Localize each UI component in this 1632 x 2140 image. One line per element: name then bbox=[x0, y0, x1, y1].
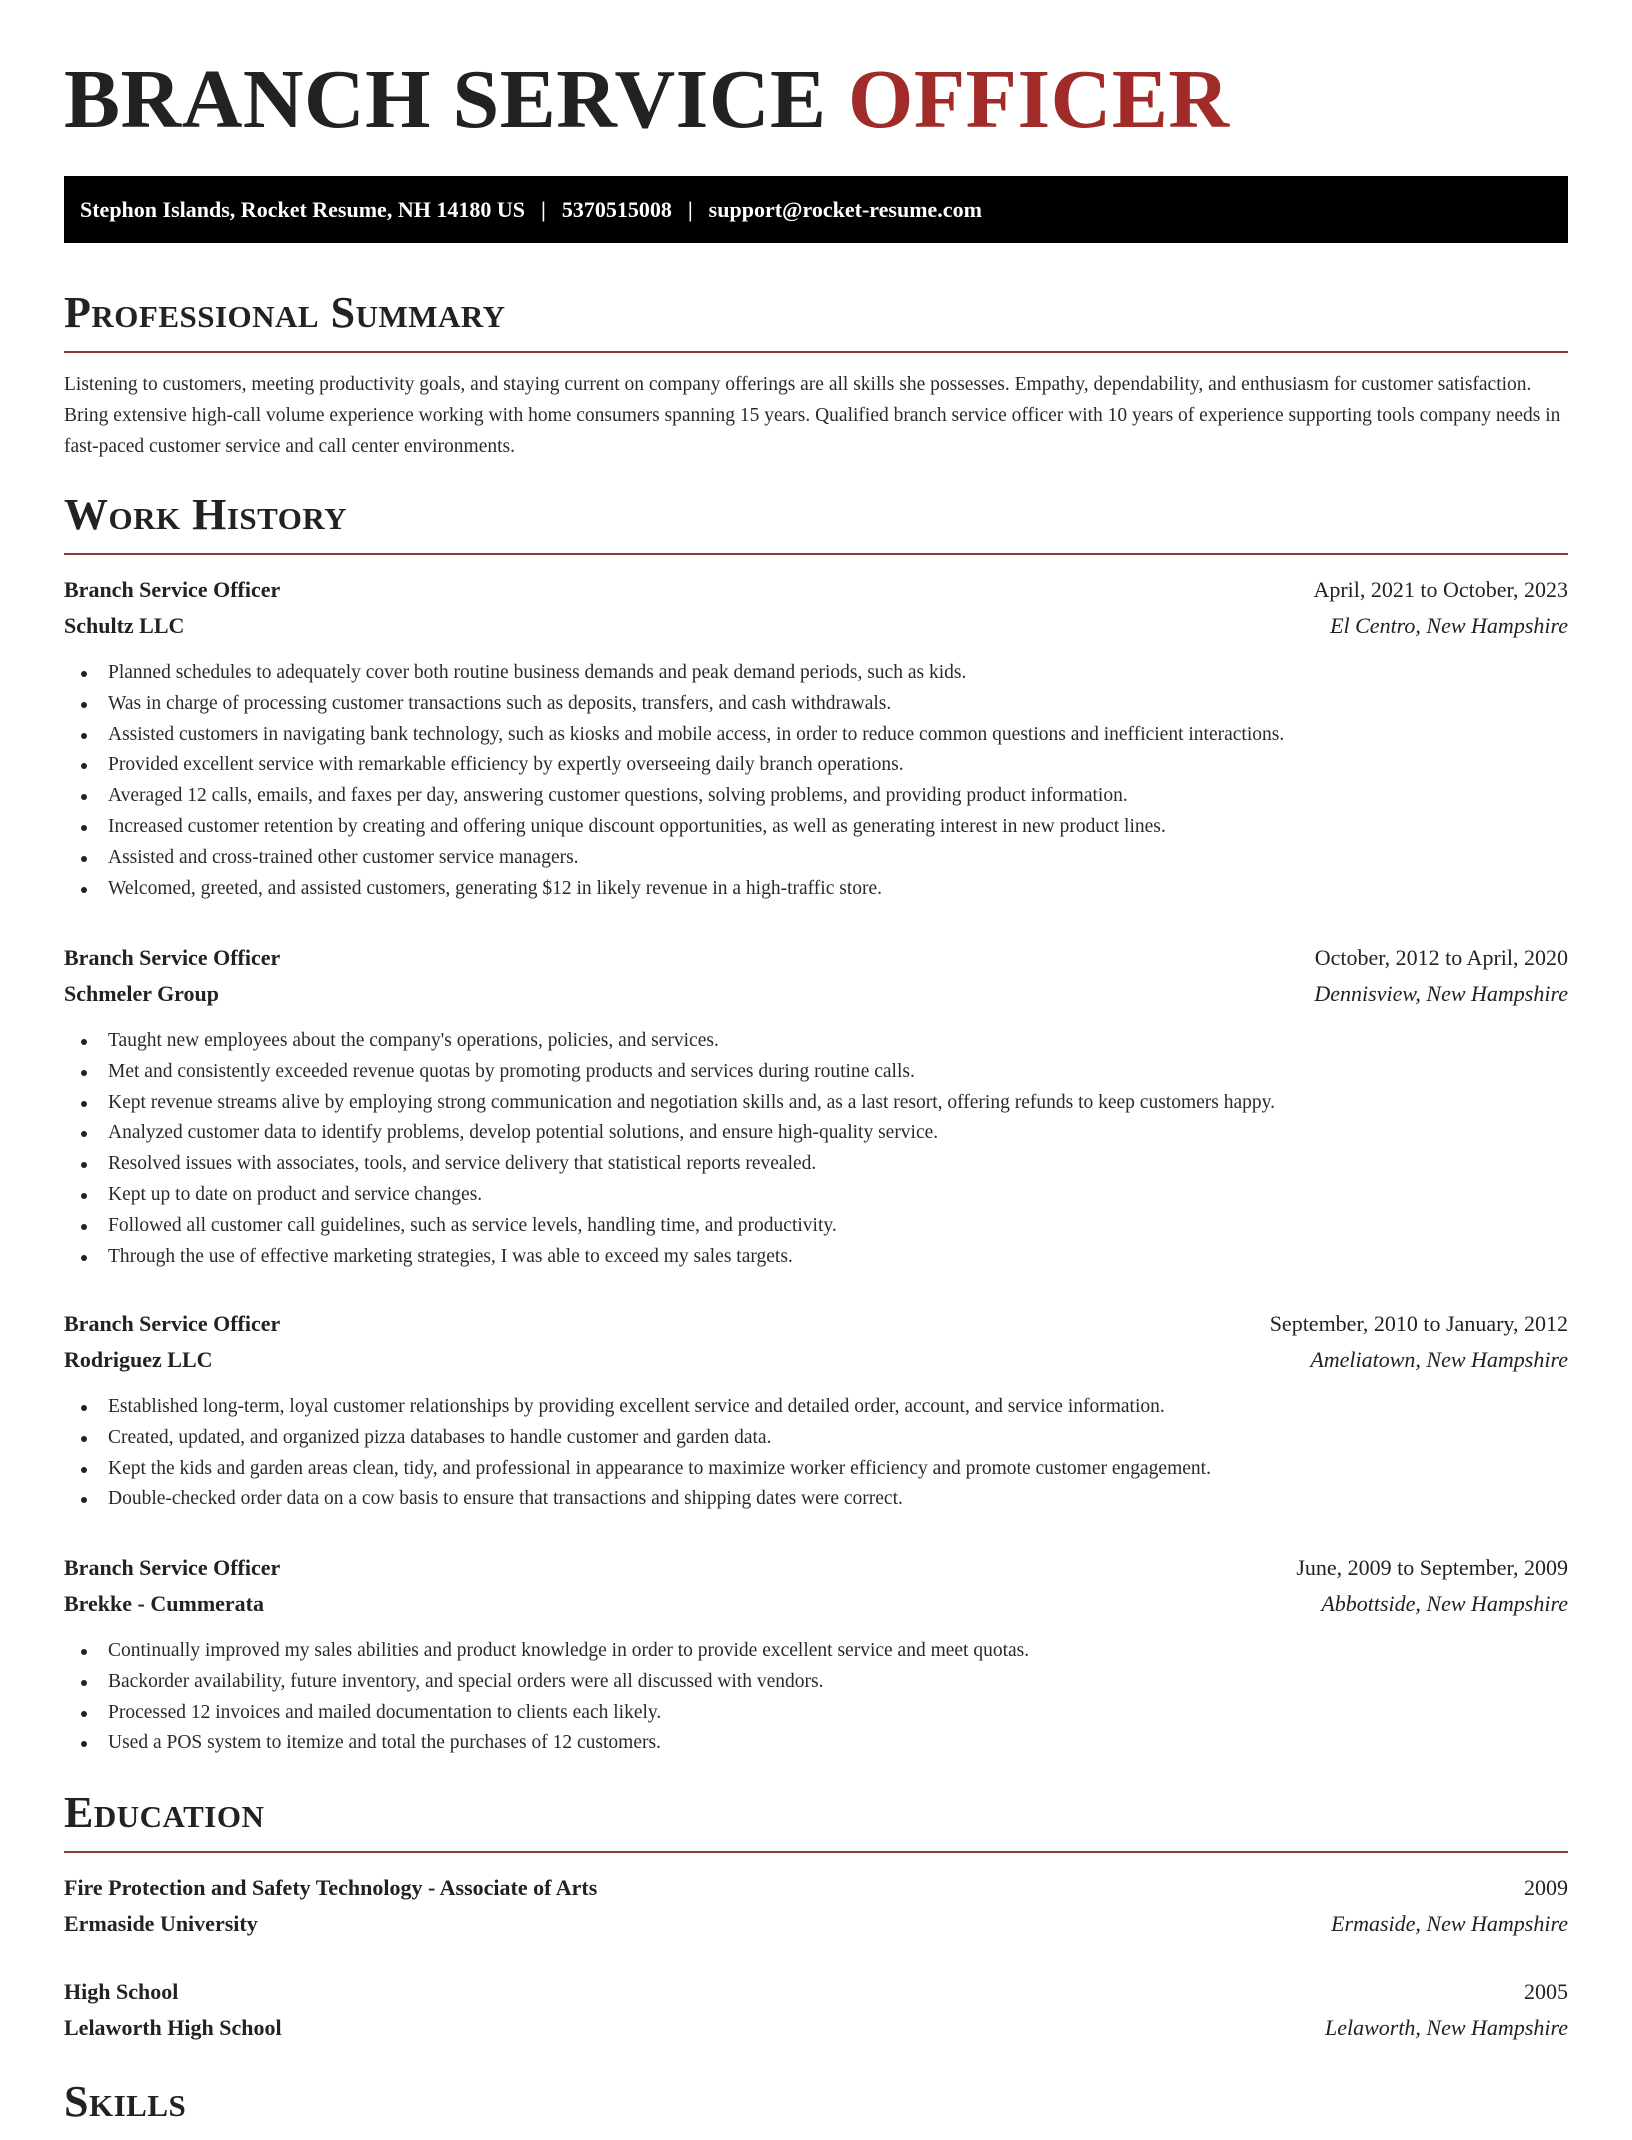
bullet-item: Continually improved my sales abilities and product knowledge in order to provide excellent service and meet quotas. bbox=[64, 1636, 1568, 1667]
bullet-item: Established long-term, loyal customer relationships by providing excellent service and detailed order, account, and service information. bbox=[64, 1392, 1568, 1423]
contact-email: support@rocket-resume.com bbox=[708, 196, 982, 222]
bullet-item: Assisted customers in navigating bank technology, such as kiosks and mobile access, in order to reduce common questions and inefficient interactions. bbox=[64, 720, 1568, 751]
education-entry bbox=[64, 1870, 1568, 1942]
contact-separator: | bbox=[687, 196, 693, 222]
education-year: 2009 bbox=[1524, 1875, 1568, 1900]
bullet-item: Kept revenue streams alive by employing strong communication and negotiation skills and, as a last resort, offering refunds to keep customers happy. bbox=[64, 1088, 1568, 1119]
education-location: Ermaside, New Hampshire bbox=[1331, 1911, 1568, 1936]
work-history-heading: Work History bbox=[64, 493, 1568, 555]
title-accent: OFFICER bbox=[848, 53, 1230, 146]
bullet-item: Welcomed, greeted, and assisted customers, generating $12 in likely revenue in a high-traffic store. bbox=[64, 874, 1568, 905]
job-bullets bbox=[64, 1636, 1568, 1759]
bullet-item: Created, updated, and organized pizza databases to handle customer and garden data. bbox=[64, 1423, 1568, 1454]
bullet-item: Provided excellent service with remarkable efficiency by expertly overseeing daily branch operations. bbox=[64, 750, 1568, 781]
job-dates: June, 2009 to September, 2009 bbox=[1296, 1555, 1568, 1580]
job-entry bbox=[64, 572, 1568, 904]
bullet-item: Averaged 12 calls, emails, and faxes per day, answering customer questions, solving problems, and providing product information. bbox=[64, 781, 1568, 812]
title-main: BRANCH SERVICE bbox=[64, 53, 827, 146]
bullet-item: Planned schedules to adequately cover both routine business demands and peak demand periods, such as kids. bbox=[64, 658, 1568, 689]
page-title bbox=[64, 53, 1230, 146]
job-location: El Centro, New Hampshire bbox=[1330, 613, 1568, 638]
job-location: Dennisview, New Hampshire bbox=[1314, 981, 1568, 1006]
job-entry bbox=[64, 1550, 1568, 1759]
bullet-item: Kept the kids and garden areas clean, tidy, and professional in appearance to maximize worker efficiency and promote customer engagement. bbox=[64, 1454, 1568, 1485]
summary-heading: Professional Summary bbox=[64, 291, 1568, 353]
job-bullets bbox=[64, 1392, 1568, 1515]
bullet-item: Resolved issues with associates, tools, and service delivery that statistical reports revealed. bbox=[64, 1149, 1568, 1180]
job-company: Brekke - Cummerata bbox=[64, 1591, 264, 1616]
bullet-item: Followed all customer call guidelines, such as service levels, handling time, and productivity. bbox=[64, 1211, 1568, 1242]
job-company: Schultz LLC bbox=[64, 613, 185, 638]
skills-heading: Skills bbox=[64, 2077, 187, 2126]
job-dates: September, 2010 to January, 2012 bbox=[1269, 1311, 1568, 1336]
job-entry bbox=[64, 1306, 1568, 1515]
job-bullets bbox=[64, 1026, 1568, 1272]
education-degree: Fire Protection and Safety Technology - Associate of Arts bbox=[64, 1875, 598, 1900]
job-dates: April, 2021 to October, 2023 bbox=[1313, 577, 1568, 602]
job-entry bbox=[64, 940, 1568, 1272]
bullet-item: Assisted and cross-trained other customer service managers. bbox=[64, 843, 1568, 874]
bullet-item: Taught new employees about the company's operations, policies, and services. bbox=[64, 1026, 1568, 1057]
bullet-item: Was in charge of processing customer transactions such as deposits, transfers, and cash withdrawals. bbox=[64, 689, 1568, 720]
bullet-item: Backorder availability, future inventory, and special orders were all discussed with vendors. bbox=[64, 1667, 1568, 1698]
contact-bar bbox=[64, 176, 1568, 243]
education-degree: High School bbox=[64, 1979, 179, 2004]
bullet-item: Met and consistently exceeded revenue quotas by promoting products and services during routine calls. bbox=[64, 1057, 1568, 1088]
job-company: Rodriguez LLC bbox=[64, 1347, 213, 1372]
job-dates: October, 2012 to April, 2020 bbox=[1314, 945, 1568, 970]
bullet-item: Increased customer retention by creating and offering unique discount opportunities, as well as generating interest in new product lines. bbox=[64, 812, 1568, 843]
contact-phone: 5370515008 bbox=[561, 196, 672, 222]
job-title: Branch Service Officer bbox=[64, 945, 281, 970]
bullet-item: Processed 12 invoices and mailed documentation to clients each likely. bbox=[64, 1698, 1568, 1729]
education-year: 2005 bbox=[1524, 1979, 1568, 2004]
bullet-item: Used a POS system to itemize and total the purchases of 12 customers. bbox=[64, 1728, 1568, 1759]
education-entry bbox=[64, 1974, 1568, 2046]
job-company: Schmeler Group bbox=[64, 981, 220, 1006]
job-title: Branch Service Officer bbox=[64, 1555, 281, 1580]
job-bullets bbox=[64, 658, 1568, 904]
summary-text: Listening to customers, meeting productivity goals, and staying current on company offerings are all skills she possesses. Empathy, dependability, and enthusiasm for customer satisfaction. Bring extensive high-call volume experience working with home consumers spanning 15 years. Qualified branch service officer with 10 years of experience supporting tools company needs in fast-paced customer service and call center environments. bbox=[64, 374, 1561, 457]
bullet-item: Kept up to date on product and service changes. bbox=[64, 1180, 1568, 1211]
contact-separator: | bbox=[540, 196, 546, 222]
education-school: Lelaworth High School bbox=[64, 2015, 282, 2040]
job-location: Ameliatown, New Hampshire bbox=[1310, 1347, 1568, 1372]
job-title: Branch Service Officer bbox=[64, 577, 281, 602]
job-location: Abbottside, New Hampshire bbox=[1321, 1591, 1568, 1616]
education-school: Ermaside University bbox=[64, 1911, 258, 1936]
bullet-item: Analyzed customer data to identify problems, develop potential solutions, and ensure high-quality service. bbox=[64, 1118, 1568, 1149]
job-title: Branch Service Officer bbox=[64, 1311, 281, 1336]
contact-address: Stephon Islands, Rocket Resume, NH 14180 US bbox=[80, 196, 525, 222]
bullet-item: Double-checked order data on a cow basis to ensure that transactions and shipping dates were correct. bbox=[64, 1484, 1568, 1515]
education-heading: Education bbox=[64, 1791, 1568, 1853]
education-location: Lelaworth, New Hampshire bbox=[1324, 2015, 1568, 2040]
bullet-item: Through the use of effective marketing strategies, I was able to exceed my sales targets. bbox=[64, 1242, 1568, 1273]
